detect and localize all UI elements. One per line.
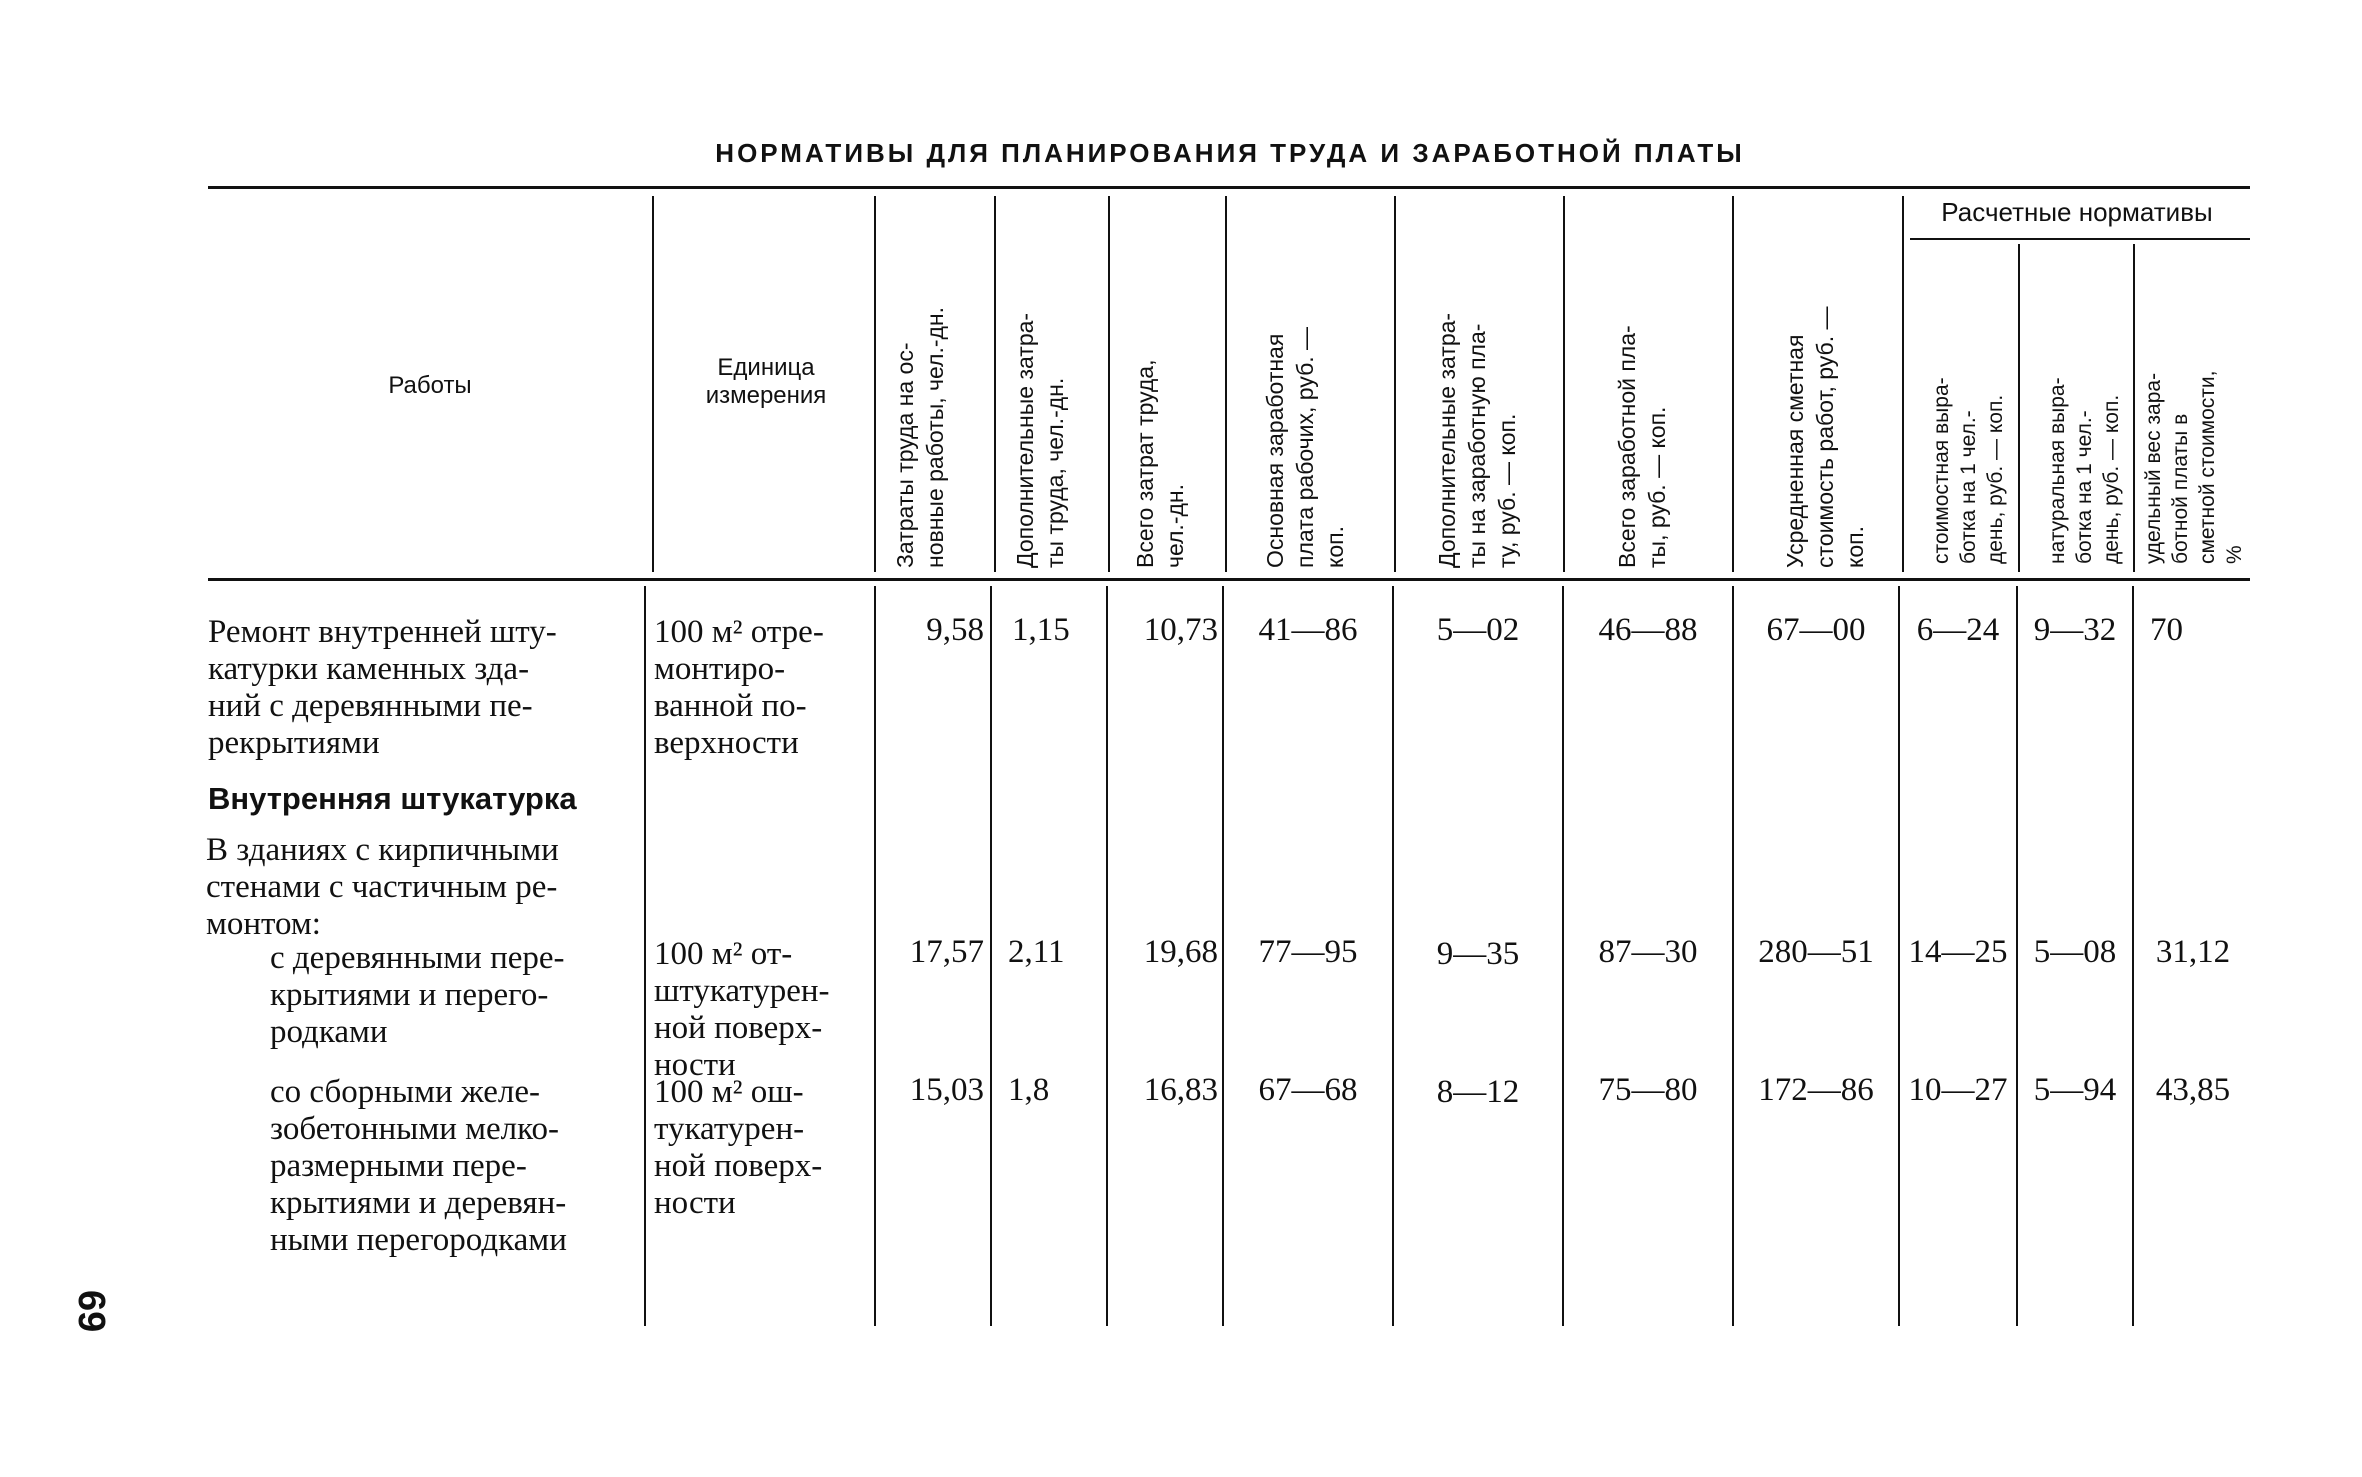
cell-labor-main: 17,57 xyxy=(909,934,984,970)
col-divider xyxy=(2132,586,2134,1326)
cell-natural-output: 5—94 xyxy=(2033,1072,2117,1108)
cell-wage-main: 67—68 xyxy=(1258,1072,1358,1108)
col-divider xyxy=(1392,586,1394,1326)
header-cost-output: стоимостная выра- ботка на 1 чел.- день, руб. — коп. xyxy=(1930,377,2007,564)
cell-wage-share: 70 xyxy=(2150,612,2183,648)
col-divider xyxy=(990,586,992,1326)
col-divider xyxy=(2016,586,2018,1326)
cell-wage-main: 41—86 xyxy=(1258,612,1358,648)
col-divider xyxy=(1732,196,1734,572)
cell-labor-extra: 2,11 xyxy=(1008,934,1065,970)
header-wage-extra: Дополнительные затра- ты на заработную пла- ту, руб. — коп. xyxy=(1434,312,1520,568)
header-labor-extra: Дополнительные затра- ты труда, чел.-дн. xyxy=(1012,312,1068,568)
cell-labor-main: 15,03 xyxy=(909,1072,984,1108)
table-row-work: со сборными желе- зобетонными мелко- размерными пере- крытиями и деревян- ными перегородками xyxy=(270,1074,567,1258)
header-natural-output: натуральная выра- ботка на 1 чел.- день, руб. — коп. xyxy=(2046,377,2123,564)
cell-natural-output: 5—08 xyxy=(2033,934,2117,970)
header-labor-total: Всего затрат труда, чел.-дн. xyxy=(1132,359,1188,568)
table-row-work: с деревянными пере- крытиями и перего- родками xyxy=(270,940,565,1050)
table-row-unit: 100 м² ош- тукатурен- ной поверх- ности xyxy=(654,1074,823,1221)
table-row-unit: 100 м² от- штукатурен- ной поверх- ности xyxy=(654,936,830,1083)
header-works: Работы xyxy=(388,372,472,399)
calc-group-rule xyxy=(1910,238,2250,240)
header-wage-total: Всего заработной пла- ты, руб. — коп. xyxy=(1614,325,1670,568)
col-divider xyxy=(1732,586,1734,1326)
header-wage-share: удельный вес зара- ботной платы в сметной стоимости, % xyxy=(2142,370,2246,564)
header-wage-main: Основная заработная плата рабочих, руб. — коп. xyxy=(1262,326,1348,568)
cell-wage-extra: 5—02 xyxy=(1436,612,1520,648)
header-estimate-cost: Усредненная сметная стоимость работ, руб. — коп. xyxy=(1782,306,1868,568)
col-divider xyxy=(652,196,654,572)
cell-wage-total: 46—88 xyxy=(1598,612,1698,648)
cell-wage-share: 43,85 xyxy=(2155,1072,2231,1108)
subsection-title: В зданиях с кирпичными стенами с частичным ре- монтом: xyxy=(206,832,559,942)
cell-wage-extra: 9—35 xyxy=(1436,936,1520,972)
section-title: Внутренняя штукатурка xyxy=(208,781,577,816)
cell-cost-output: 6—24 xyxy=(1916,612,2000,648)
cell-cost-output: 10—27 xyxy=(1908,1072,2008,1108)
col-divider xyxy=(1225,196,1227,572)
table-row-unit: 100 м² отре- монтиро- ванной по- верхности xyxy=(654,614,824,761)
col-divider xyxy=(644,586,646,1326)
col-divider xyxy=(1222,586,1224,1326)
cell-labor-extra: 1,8 xyxy=(1008,1072,1050,1108)
cell-wage-main: 77—95 xyxy=(1258,934,1358,970)
cell-labor-total: 19,68 xyxy=(1143,934,1218,970)
cell-wage-share: 31,12 xyxy=(2155,934,2231,970)
table-row-work: Ремонт внутренней шту- катурки каменных зда- ний с деревянными пе- рекрытиями xyxy=(208,614,557,761)
header-calc-group: Расчетные нормативы xyxy=(1941,197,2213,227)
cell-estimate-cost: 172—86 xyxy=(1758,1072,1874,1108)
table-top-rule xyxy=(208,186,2250,189)
cell-wage-extra: 8—12 xyxy=(1436,1074,1520,1110)
header-bottom-rule xyxy=(208,578,2250,581)
col-divider xyxy=(874,196,876,572)
cell-estimate-cost: 67—00 xyxy=(1766,612,1866,648)
cell-cost-output: 14—25 xyxy=(1908,934,2008,970)
cell-labor-main: 9,58 xyxy=(926,612,984,648)
cell-natural-output: 9—32 xyxy=(2033,612,2117,648)
cell-wage-total: 75—80 xyxy=(1598,1072,1698,1108)
header-labor-main: Затраты труда на ос- новные работы, чел.-дн. xyxy=(892,306,948,568)
col-divider xyxy=(1898,586,1900,1326)
col-divider xyxy=(994,196,996,572)
col-divider xyxy=(1108,196,1110,572)
header-unit: Единица измерения xyxy=(705,354,827,409)
col-divider xyxy=(1562,586,1564,1326)
col-divider xyxy=(1902,196,1904,572)
col-divider xyxy=(1563,196,1565,572)
col-divider xyxy=(1106,586,1108,1326)
cell-wage-total: 87—30 xyxy=(1598,934,1698,970)
cell-estimate-cost: 280—51 xyxy=(1758,934,1874,970)
cell-labor-total: 16,83 xyxy=(1143,1072,1218,1108)
cell-labor-extra: 1,15 xyxy=(1012,612,1070,648)
col-divider xyxy=(874,586,876,1326)
cell-labor-total: 10,73 xyxy=(1143,612,1218,648)
col-divider xyxy=(1394,196,1396,572)
page-title: НОРМАТИВЫ ДЛЯ ПЛАНИРОВАНИЯ ТРУДА И ЗАРАБОТНОЙ ПЛАТЫ xyxy=(715,138,1745,168)
page-number: 69 xyxy=(70,1290,112,1333)
